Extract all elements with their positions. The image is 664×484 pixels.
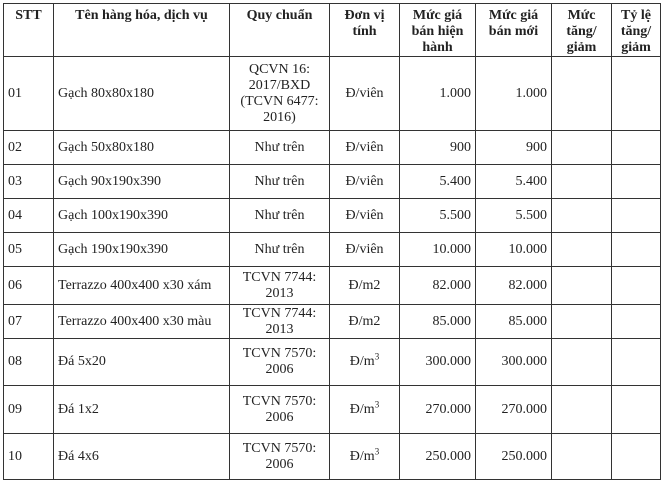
unit-text: Đ/m2	[348, 277, 381, 293]
row-current-price: 10.000	[400, 233, 476, 267]
row-new-price: 250.000	[476, 434, 552, 480]
standard-line: TCVN 7570:	[242, 393, 317, 409]
standard-line: Như trên	[254, 173, 305, 189]
row-name: Gạch 90x190x390	[54, 165, 230, 199]
standard-line: 2013	[265, 321, 294, 337]
unit-text: Đ/viên	[345, 241, 384, 257]
row-unit	[330, 434, 400, 480]
row-change	[552, 434, 612, 480]
row-stt: 03	[4, 165, 54, 199]
header-name: Tên hàng hóa, dịch vụ	[54, 4, 230, 57]
row-change	[552, 305, 612, 339]
row-standard	[230, 339, 330, 386]
row-rate	[612, 57, 661, 131]
row-stt: 07	[4, 305, 54, 339]
table-row	[4, 199, 661, 233]
standard-line: Như trên	[254, 207, 305, 223]
row-standard	[230, 233, 330, 267]
row-rate	[612, 165, 661, 199]
row-unit	[330, 57, 400, 131]
price-table	[3, 3, 661, 480]
row-stt: 06	[4, 267, 54, 305]
row-standard	[230, 165, 330, 199]
row-new-price: 1.000	[476, 57, 552, 131]
unit-text: Đ/viên	[345, 207, 384, 223]
row-rate	[612, 305, 661, 339]
row-change	[552, 339, 612, 386]
row-standard	[230, 131, 330, 165]
row-stt: 01	[4, 57, 54, 131]
table-row	[4, 267, 661, 305]
row-unit	[330, 339, 400, 386]
header-change: Mức tăng/ giảm	[552, 4, 612, 57]
row-change	[552, 386, 612, 434]
table-row	[4, 165, 661, 199]
row-standard	[230, 386, 330, 434]
row-name: Đá 5x20	[54, 339, 230, 386]
row-rate	[612, 199, 661, 233]
table-row	[4, 339, 661, 386]
table-row	[4, 131, 661, 165]
row-unit	[330, 199, 400, 233]
row-name: Gạch 80x80x180	[54, 57, 230, 131]
row-unit	[330, 386, 400, 434]
row-new-price: 5.400	[476, 165, 552, 199]
row-new-price: 270.000	[476, 386, 552, 434]
row-stt: 02	[4, 131, 54, 165]
row-rate	[612, 233, 661, 267]
row-name: Gạch 100x190x390	[54, 199, 230, 233]
row-change	[552, 267, 612, 305]
unit-text: Đ/m2	[348, 313, 381, 329]
row-name: Terrazzo 400x400 x30 màu	[54, 305, 230, 339]
table-row	[4, 434, 661, 480]
row-unit	[330, 165, 400, 199]
standard-line: 2013	[265, 285, 294, 301]
table-row	[4, 233, 661, 267]
standard-line: Như trên	[254, 241, 305, 257]
row-rate	[612, 434, 661, 480]
row-current-price: 5.400	[400, 165, 476, 199]
unit-text: Đ/m	[349, 448, 375, 464]
row-standard	[230, 434, 330, 480]
unit-superscript: 3	[374, 351, 380, 362]
row-new-price: 82.000	[476, 267, 552, 305]
row-stt: 05	[4, 233, 54, 267]
row-stt: 09	[4, 386, 54, 434]
unit-superscript: 3	[374, 445, 380, 456]
row-change	[552, 57, 612, 131]
row-rate	[612, 386, 661, 434]
standard-line: TCVN 7744:	[242, 269, 317, 285]
row-current-price: 900	[400, 131, 476, 165]
row-standard	[230, 199, 330, 233]
row-standard	[230, 305, 330, 339]
standard-line: TCVN 7570:	[242, 346, 317, 361]
row-standard	[230, 57, 330, 131]
row-unit	[330, 131, 400, 165]
row-current-price: 82.000	[400, 267, 476, 305]
unit-text: Đ/viên	[345, 139, 384, 155]
row-new-price: 85.000	[476, 305, 552, 339]
row-current-price: 300.000	[400, 339, 476, 386]
header-unit: Đơn vị tính	[330, 4, 400, 57]
row-stt: 10	[4, 434, 54, 480]
row-stt: 08	[4, 339, 54, 386]
unit-text: Đ/m	[349, 401, 375, 417]
row-new-price: 5.500	[476, 199, 552, 233]
unit-superscript: 3	[374, 398, 380, 409]
header-current-price: Mức giá bán hiện hành	[400, 4, 476, 57]
row-rate	[612, 267, 661, 305]
row-standard	[230, 267, 330, 305]
header-new-price: Mức giá bán mới	[476, 4, 552, 57]
row-rate	[612, 131, 661, 165]
row-change	[552, 233, 612, 267]
header-row	[4, 4, 661, 57]
row-current-price: 1.000	[400, 57, 476, 131]
row-change	[552, 131, 612, 165]
row-unit	[330, 233, 400, 267]
row-name: Terrazzo 400x400 x30 xám	[54, 267, 230, 305]
table-row	[4, 57, 661, 131]
header-standard: Quy chuẩn	[230, 4, 330, 57]
table-row	[4, 305, 661, 339]
standard-line: 2006	[265, 456, 294, 472]
row-stt: 04	[4, 199, 54, 233]
row-name: Gạch 190x190x390	[54, 233, 230, 267]
row-name: Đá 1x2	[54, 386, 230, 434]
standard-line: TCVN 7570:	[242, 440, 317, 456]
standard-line: 2006	[265, 409, 294, 425]
row-current-price: 270.000	[400, 386, 476, 434]
standard-line: 2006	[265, 362, 294, 377]
row-unit	[330, 267, 400, 305]
row-name: Gạch 50x80x180	[54, 131, 230, 165]
row-name: Đá 4x6	[54, 434, 230, 480]
header-stt: STT	[4, 4, 54, 57]
row-unit	[330, 305, 400, 339]
standard-line: 2016)	[263, 109, 296, 125]
row-current-price: 5.500	[400, 199, 476, 233]
unit-text: Đ/viên	[345, 173, 384, 189]
unit-text: Đ/m	[349, 354, 375, 369]
row-change	[552, 165, 612, 199]
standard-line: Như trên	[254, 139, 305, 155]
row-new-price: 300.000	[476, 339, 552, 386]
standard-line: (TCVN 6477:	[240, 93, 319, 109]
row-current-price: 250.000	[400, 434, 476, 480]
unit-text: Đ/viên	[345, 85, 384, 101]
standard-line: QCVN 16:	[248, 61, 311, 77]
header-rate: Tỷ lệ tăng/ giảm	[612, 4, 661, 57]
table-row	[4, 386, 661, 434]
row-current-price: 85.000	[400, 305, 476, 339]
row-new-price: 900	[476, 131, 552, 165]
standard-line: 2017/BXD	[248, 77, 311, 93]
row-new-price: 10.000	[476, 233, 552, 267]
standard-line: TCVN 7744:	[242, 305, 317, 321]
row-rate	[612, 339, 661, 386]
row-change	[552, 199, 612, 233]
